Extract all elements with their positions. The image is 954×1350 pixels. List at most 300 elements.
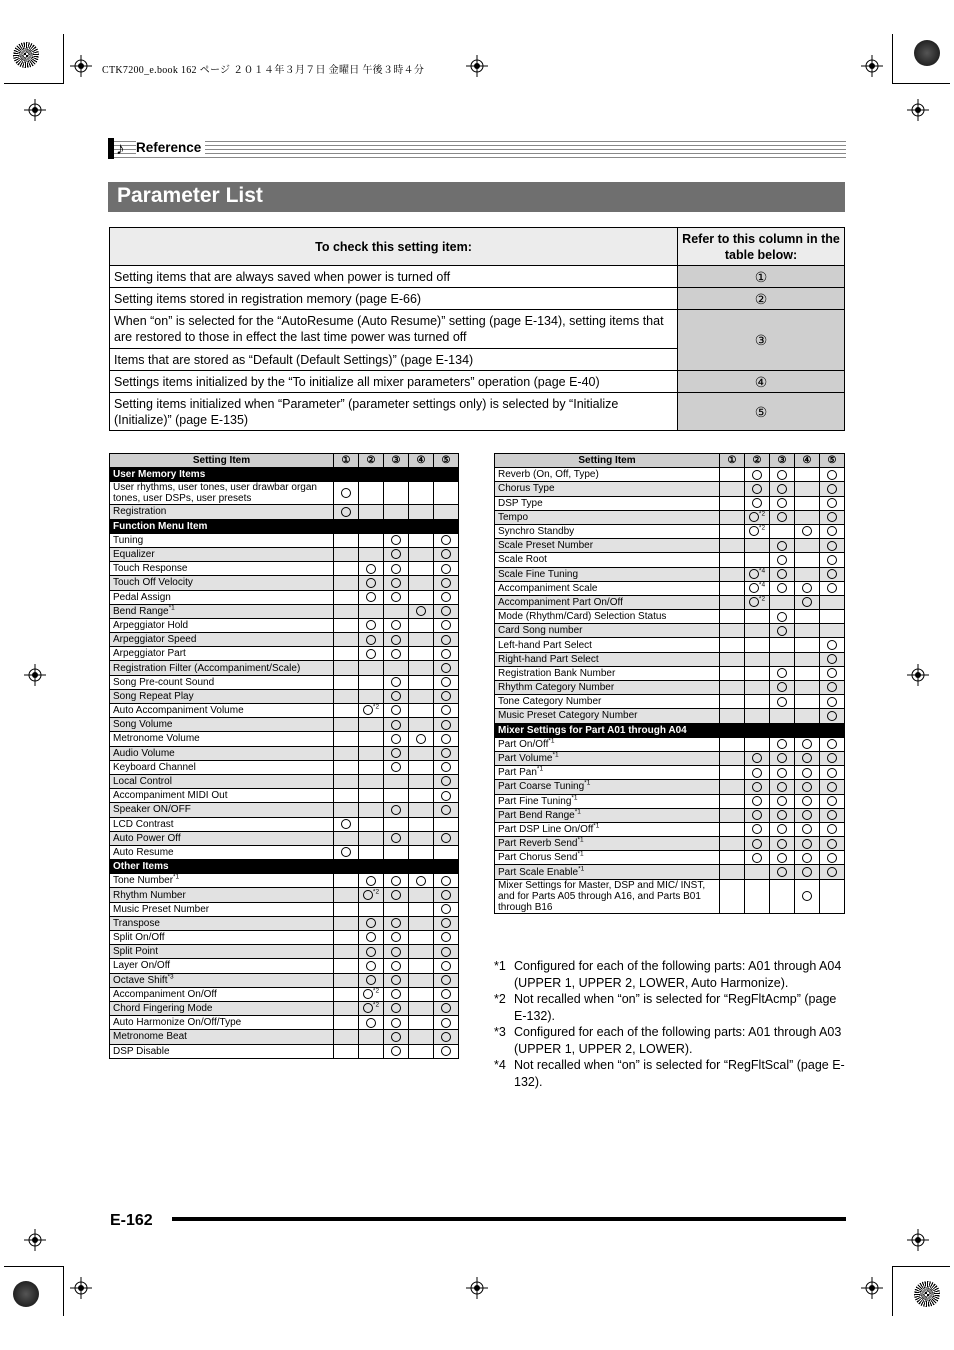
check-cell [359,1016,384,1030]
check-cell [745,681,770,695]
check-cell [359,902,384,916]
table-row [110,1001,459,1015]
setting-item-name: Arpeggiator Part [110,647,334,661]
check-cell [409,874,434,888]
column-header: ④ [409,454,434,468]
circle-mark-icon [827,697,837,707]
circle-mark-icon [341,507,351,517]
table-row [495,681,845,695]
circle-mark-icon [441,833,451,843]
check-cell [795,638,820,652]
check-cell [795,610,820,624]
setting-item-name: Registration [110,505,334,519]
circle-mark-icon [777,753,787,763]
circle-mark-icon [391,961,401,971]
setting-item-name: Metronome Volume [110,732,334,746]
check-cell [795,681,820,695]
check-cell [795,794,820,808]
check-cell [384,845,409,859]
circle-mark-icon [366,649,376,659]
setting-item-name: Rhythm Category Number [495,681,720,695]
column-header: ④ [795,454,820,468]
table-row [110,945,459,959]
column-header: Setting Item [495,454,720,468]
check-cell [409,902,434,916]
setting-item-name: Layer On/Off [110,959,334,973]
check-cell [720,595,745,609]
circle-mark-icon [441,649,451,659]
check-cell [720,822,745,836]
check-cell [770,766,795,780]
check-cell [770,652,795,666]
registration-mark-icon [907,664,929,686]
check-cell [745,766,770,780]
section-row [495,723,845,737]
circle-mark-icon [441,549,451,559]
circle-mark-icon [827,654,837,664]
circle-mark-icon [827,682,837,692]
circle-mark-icon [416,606,426,616]
table-row [495,624,845,638]
circle-mark-icon [441,1046,451,1056]
check-cell [384,675,409,689]
table-row [110,888,459,902]
check-cell [334,675,359,689]
check-cell [745,794,770,808]
check-cell: *2 [359,987,384,1001]
circle-mark-icon [827,640,837,650]
registration-mark-icon [24,1229,46,1251]
circle-mark-icon [391,635,401,645]
setting-item-name: Auto Accompaniment Volume [110,704,334,718]
section-row [110,860,459,874]
check-cell [384,718,409,732]
check-cell [359,945,384,959]
check-cell [770,865,795,879]
print-header-line: CTK7200_e.book 162 ページ ２０１４年３月７日 金曜日 午後３時４分 [102,65,425,76]
circle-mark-icon [441,535,451,545]
check-cell [720,638,745,652]
circle-mark-icon [752,484,762,494]
setting-item-name: Part Volume$^{*1}$ [495,751,720,765]
check-cell [359,803,384,817]
check-cell [434,902,459,916]
table-header-row [495,454,845,468]
setting-item-name: Accompaniment Scale [495,581,720,595]
setting-item-name: Tempo [495,510,720,524]
circle-mark-icon [441,904,451,914]
table-row [495,496,845,510]
check-cell [770,539,795,553]
check-cell [409,973,434,987]
check-cell [434,576,459,590]
circle-mark-icon [749,512,759,522]
table-row [110,774,459,788]
setting-item-name: Card Song number [495,624,720,638]
setting-item-name: Tone Category Number [495,695,720,709]
check-cell [795,468,820,482]
column-header: ③ [384,454,409,468]
circle-mark-icon [777,796,787,806]
check-cell [820,681,845,695]
setting-item-name: Right-hand Part Select [495,652,720,666]
registration-mark-icon [70,55,92,77]
circle-mark-icon [827,512,837,522]
check-cell [720,610,745,624]
table-row [495,638,845,652]
circle-mark-icon [777,626,787,636]
check-cell [434,845,459,859]
setting-item-name: Part Reverb Send$^{*1}$ [495,837,720,851]
circle-mark-icon [802,768,812,778]
check-cell [384,576,409,590]
table-row [110,959,459,973]
circle-mark-icon [391,734,401,744]
circle-mark-icon [777,768,787,778]
check-cell [334,945,359,959]
check-cell [820,695,845,709]
check-cell [720,681,745,695]
setting-item-name: Arpeggiator Hold [110,618,334,632]
table-row [495,510,845,524]
check-cell [720,837,745,851]
circle-mark-icon [752,810,762,820]
check-cell [795,837,820,851]
circle-mark-icon [391,1046,401,1056]
circle-mark-icon [441,748,451,758]
check-cell [720,510,745,524]
column-header: ② [745,454,770,468]
circle-mark-icon [391,975,401,985]
circle-mark-icon [391,876,401,886]
circle-mark-icon [827,796,837,806]
check-cell [720,879,745,913]
setting-item-name: Registration Filter (Accompaniment/Scale) [110,661,334,675]
circle-mark-icon [363,705,373,715]
circle-mark-icon [827,711,837,721]
section-row [110,519,459,533]
circle-mark-icon [441,606,451,616]
circle-mark-icon [391,535,401,545]
check-cell [334,760,359,774]
check-cell [359,675,384,689]
check-cell [334,689,359,703]
parameter-table-left [109,453,459,1059]
check-cell [384,547,409,561]
check-cell [409,718,434,732]
check-cell [409,916,434,930]
check-cell [434,945,459,959]
table-row [495,610,845,624]
check-cell [384,1044,409,1058]
setting-item-name: Song Pre-count Sound [110,675,334,689]
circle-mark-icon [777,853,787,863]
check-cell [434,505,459,519]
check-cell [820,666,845,680]
setting-item-name: Touch Response [110,562,334,576]
check-cell [720,766,745,780]
circle-mark-icon [441,762,451,772]
check-row-ref: ③ [678,310,845,371]
circle-mark-icon [802,853,812,863]
check-cell [384,888,409,902]
check-cell [409,633,434,647]
check-cell [770,837,795,851]
check-cell [795,780,820,794]
check-cell [770,751,795,765]
check-cell [359,482,384,505]
check-cell [359,689,384,703]
circle-mark-icon [827,867,837,877]
circle-mark-icon [441,932,451,942]
check-cell [384,803,409,817]
check-cell [720,794,745,808]
table-row [110,803,459,817]
setting-item-name: Rhythm Number [110,888,334,902]
setting-item-name: Part Chorus Send$^{*1}$ [495,851,720,865]
check-cell [434,704,459,718]
check-cell [434,874,459,888]
circle-mark-icon [391,578,401,588]
table-row [110,482,459,505]
circle-mark-icon [391,691,401,701]
check-cell [384,633,409,647]
check-cell [795,496,820,510]
check-cell [334,547,359,561]
circle-mark-icon [777,810,787,820]
check-cell [434,732,459,746]
check-cell [384,562,409,576]
circle-mark-icon [827,810,837,820]
circle-mark-icon [802,796,812,806]
check-cell [359,562,384,576]
circle-mark-icon [366,961,376,971]
circle-mark-icon [752,753,762,763]
table-row [495,539,845,553]
table-row [495,553,845,567]
check-cell [720,624,745,638]
setting-item-name: Auto Harmonize On/Off/Type [110,1016,334,1030]
circle-mark-icon [827,541,837,551]
check-cell [434,482,459,505]
check-cell [795,751,820,765]
circle-mark-icon [441,1018,451,1028]
check-cell [745,638,770,652]
check-cell [745,865,770,879]
check-cell [384,505,409,519]
check-cell [720,652,745,666]
circle-mark-icon [366,947,376,957]
table-row [110,505,459,519]
circle-mark-icon [777,555,787,565]
table-row [110,618,459,632]
section-label: Function Menu Item [110,519,459,533]
check-cell [334,774,359,788]
check-cell [384,618,409,632]
check-cell [359,576,384,590]
circle-mark-icon [391,705,401,715]
check-cell [384,704,409,718]
check-cell [434,1016,459,1030]
check-table-col2-header: Refer to this column in the table below: [678,228,845,266]
check-cell [359,959,384,973]
circle-mark-icon [777,498,787,508]
check-cell [359,789,384,803]
check-cell [334,987,359,1001]
setting-item-name: Synchro Standby [495,524,720,538]
circle-mark-icon [391,805,401,815]
check-cell [720,808,745,822]
check-cell [745,737,770,751]
circle-mark-icon [441,691,451,701]
check-cell [434,888,459,902]
check-cell [720,751,745,765]
check-cell [795,879,820,913]
circle-mark-icon [391,620,401,630]
table-row [110,562,459,576]
check-cell [334,704,359,718]
column-header: ① [334,454,359,468]
color-bar-mark-icon [914,1281,940,1307]
parameter-table-right [494,453,845,914]
circle-mark-icon [441,890,451,900]
check-cell [795,851,820,865]
check-cell [334,888,359,902]
check-cell [434,633,459,647]
check-cell [795,482,820,496]
check-cell [745,496,770,510]
table-row [110,689,459,703]
circle-mark-icon [802,526,812,536]
check-cell [409,845,434,859]
circle-mark-icon [441,635,451,645]
circle-mark-icon [363,1003,373,1013]
check-cell [795,695,820,709]
check-cell [795,865,820,879]
circle-mark-icon [366,578,376,588]
check-cell [434,959,459,973]
check-cell [359,874,384,888]
table-row [495,595,845,609]
circle-mark-icon [827,555,837,565]
page-title: Parameter List [117,184,263,207]
color-bar-mark-icon [13,42,39,68]
check-cell [795,737,820,751]
check-cell [820,624,845,638]
check-row-ref: ④ [678,371,845,393]
check-cell [434,831,459,845]
setting-item-name: Part Bend Range$^{*1}$ [495,808,720,822]
footnotes [494,958,846,1090]
circle-mark-icon [441,791,451,801]
check-cell [359,732,384,746]
circle-mark-icon [441,720,451,730]
check-cell [745,822,770,836]
check-cell [359,661,384,675]
check-cell [720,553,745,567]
table-row [110,576,459,590]
check-cell [770,468,795,482]
check-cell [384,482,409,505]
table-row [495,737,845,751]
check-cell [359,973,384,987]
setting-item-name: Song Repeat Play [110,689,334,703]
circle-mark-icon [802,810,812,820]
check-cell [334,647,359,661]
check-cell: *4 [745,581,770,595]
circle-mark-icon [441,663,451,673]
table-row [110,1016,459,1030]
circle-mark-icon [827,753,837,763]
check-cell [434,604,459,618]
table-row [495,822,845,836]
circle-mark-icon [777,682,787,692]
check-cell [384,973,409,987]
setting-item-name: Arpeggiator Speed [110,633,334,647]
setting-item-name: Left-hand Part Select [495,638,720,652]
circle-mark-icon [366,975,376,985]
table-row [110,987,459,1001]
table-row [110,547,459,561]
check-cell [359,590,384,604]
circle-mark-icon [363,890,373,900]
check-cell [770,581,795,595]
check-cell [384,1030,409,1044]
setting-item-name: Pedal Assign [110,590,334,604]
registration-mark-icon [861,1277,883,1299]
section-label: User Memory Items [110,468,459,482]
check-cell [384,1001,409,1015]
circle-mark-icon [341,488,351,498]
check-cell [409,774,434,788]
circle-mark-icon [391,833,401,843]
check-cell [334,604,359,618]
circle-mark-icon [391,918,401,928]
circle-mark-icon [827,569,837,579]
check-cell [409,1030,434,1044]
check-cell [720,539,745,553]
check-cell [334,845,359,859]
check-cell [745,610,770,624]
circle-mark-icon [363,989,373,999]
check-cell [359,618,384,632]
table-row [495,695,845,709]
circle-mark-icon [391,549,401,559]
check-cell [795,581,820,595]
check-cell [770,695,795,709]
check-cell [795,510,820,524]
check-cell [384,916,409,930]
check-cell [409,732,434,746]
circle-mark-icon [441,578,451,588]
circle-mark-icon [802,753,812,763]
circle-mark-icon [366,932,376,942]
check-cell [384,533,409,547]
check-cell [334,1001,359,1015]
check-cell [720,581,745,595]
check-cell [359,916,384,930]
check-row-text: Setting items initialized when “Parameter” (parameter settings only) is selected by “Initialize (Initialize)” (page E-135) [110,393,678,431]
check-cell [434,647,459,661]
circle-mark-icon [777,541,787,551]
circle-mark-icon [391,748,401,758]
circle-mark-icon [827,470,837,480]
check-cell [434,1030,459,1044]
column-header: Setting Item [110,454,334,468]
circle-mark-icon [802,891,812,901]
circle-mark-icon [752,839,762,849]
check-cell [334,618,359,632]
